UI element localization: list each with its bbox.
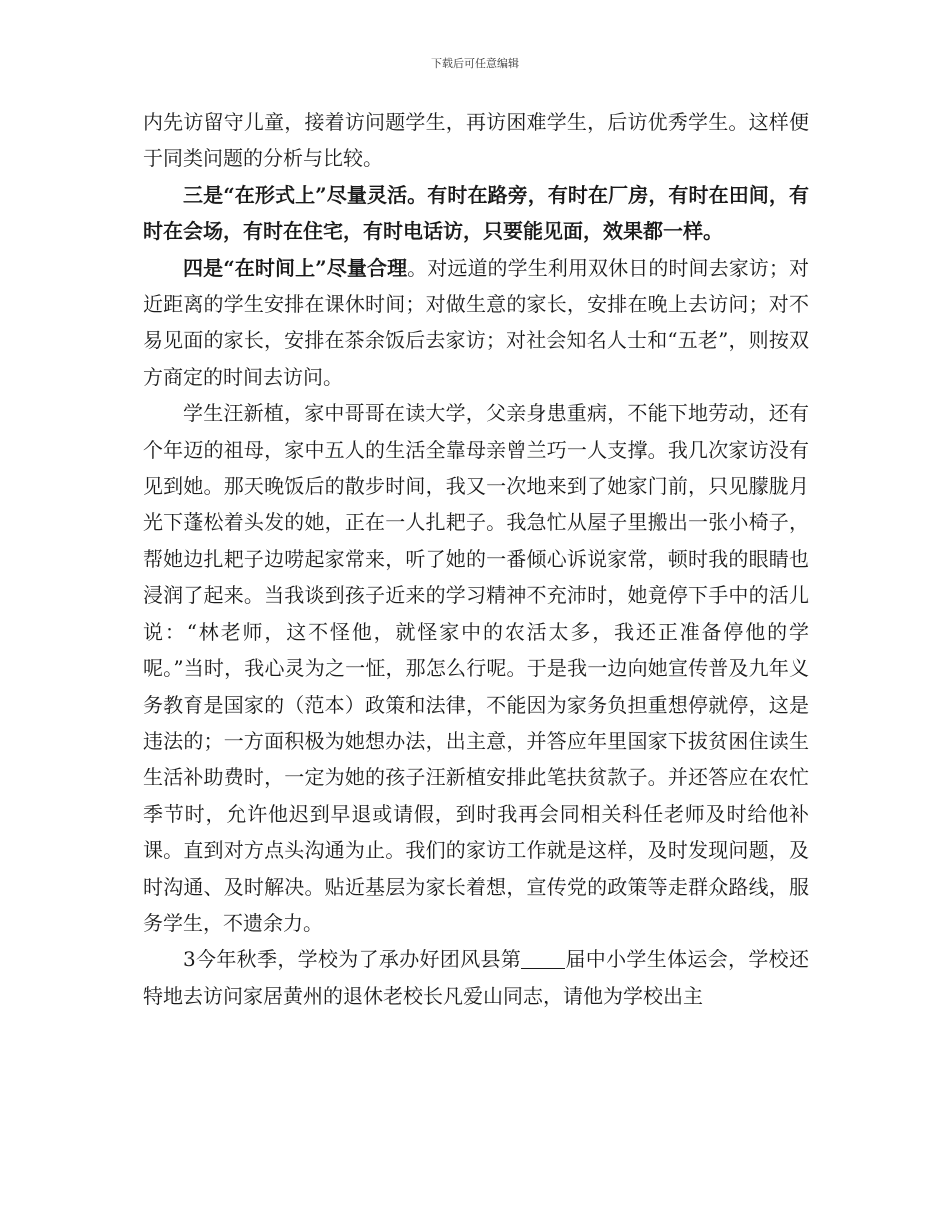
paragraph-4: 学生汪新植，家中哥哥在读大学，父亲身患重病，不能下地劳动，还有个年迈的祖母，家中五人的生活全靠母亲曾兰巧一人支撑。我几次家访没有见到她。那天晚饭后的散步时间，我又一次地来到了她家门前，只见朦胧月光下蓬松着头发的她，正在一人扎耙子。我急忙从屋子里搬出一张小椅子，帮她边扎耙子边唠起家常来，听了她的一番倾心诉说家常，顿时我的眼睛也浸润了起来。当我谈到孩子近来的学习精神不充沛时，她竟停下手中的活儿说：“林老师，这不怪他，就怪家中的农活太多，我还正准备停他的学呢。”当时，我心灵为之一怔，那怎么行呢。于是我一边向她宣传普及九年义务教育是国家的（范本）政策和法律，不能因为家务负担重想停就停，这是违法的；一方面积极为她想办法，出主意，并答应年里国家下拔贫困住读生生活补助费时，一定为她的孩子汪新植安排此笔扶贫款子。并还答应在农忙季节时，允许他迟到早退或请假，到时我再会同相关科任老师及时给他补课。直到对方点头沟通为止。我们的家访工作就是这样，及时发现问题，及时沟通、及时解决。贴近基层为家长着想，宣传党的政策等走群众路线，服务学生，不遗余力。 (143, 401, 809, 935)
paragraph-2: 三是“在形式上”尽量灵活。有时在路旁，有时在厂房，有时在田间，有时在会场，有时在住宅，有时电话访，只要能见面，效果都一样。 (143, 182, 809, 244)
page-header: 下载后可任意编辑 (431, 57, 519, 70)
document-body (143, 104, 809, 1014)
paragraph-5 (143, 941, 809, 1014)
paragraph-3-lead: 四是“在时间上”尽量合理 (183, 255, 408, 280)
paragraph-3-rest: 。对远道的学生利用双休日的时间去家访；对近距离的学生安排在课休时间；对做生意的家长，安排在晚上去访问；对不易见面的家长，安排在茶余饭后去家访；对社会知名人士和“五老”，则按双方商定的时间去访问。 (143, 255, 810, 389)
paragraph-5-after: 届中小学生体运会，学校还特地去访问家居黄州的退休老校长凡爱山同志，请他为学校出主 (143, 947, 809, 1008)
fill-in-blank (521, 948, 565, 969)
paragraph-3 (143, 250, 809, 396)
paragraph-1: 内先访留守儿童，接着访问题学生，再访困难学生，后访优秀学生。这样便于同类问题的分析与比较。 (143, 110, 809, 171)
paragraph-5-before: 3今年秋季，学校为了承办好团风县第 (183, 947, 522, 972)
